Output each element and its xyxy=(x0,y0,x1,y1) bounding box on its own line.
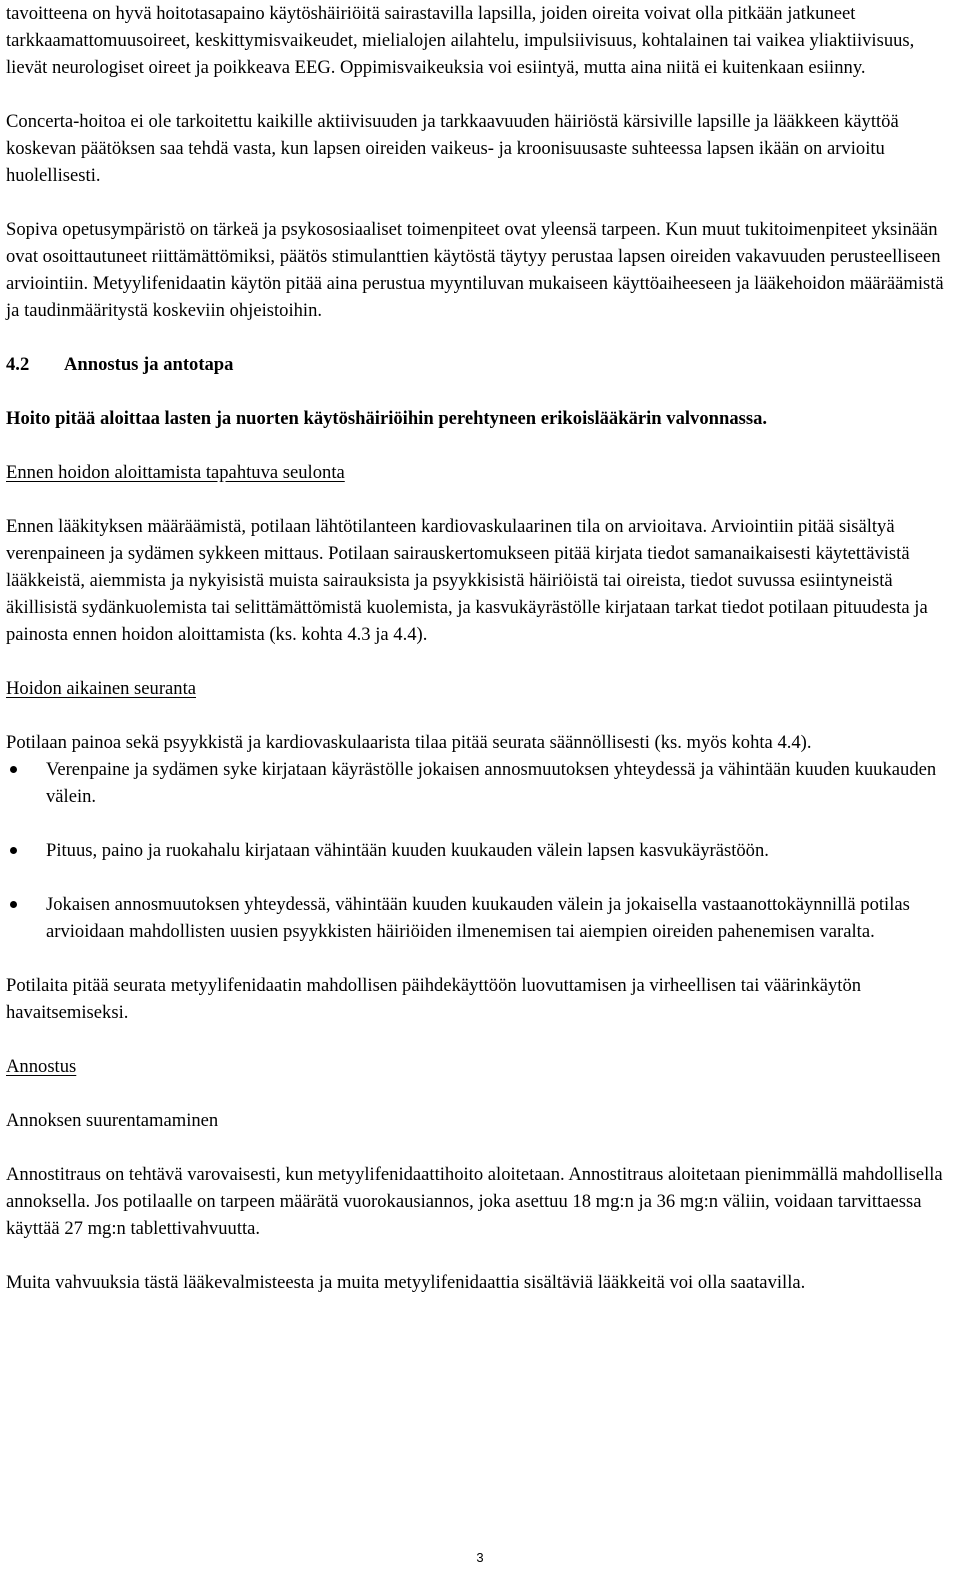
paragraph-monitoring: Potilaan painoa sekä psyykkistä ja kardiovaskulaarista tilaa pitää seurata säännöllisesti (ks. myös kohta 4.4). xyxy=(6,732,812,753)
paragraph-environment: Sopiva opetusympäristö on tärkeä ja psykososiaaliset toimenpiteet ovat yleensä tarpeen. Kun muut tukitoimenpiteet yksinään ovat osoittautuneet riittämättömiksi, päätös stimulanttien käytöstä täytyy perustaa lapsen oireiden vakavuuden perusteelliseen arviointiin. Metyylifenidaatin käytön pitää aina perustua myyntiluvan mukaiseen käyttöaiheeseen ja lääkehoidon määräämistä ja taudinmääritystä koskeviin ohjeistoihin. xyxy=(6,219,944,321)
paragraph-concerta: Concerta-hoitoa ei ole tarkoitettu kaikille aktiivisuuden ja tarkkaavuuden häiriöstä kärsiville lapsille ja lääkkeen käyttöä koskevan päätöksen saa tehdä vasta, kun lapsen oireiden vaikeus- ja kroonisuusaste suhteessa lapsen ikään on arvioitu huolellisesti. xyxy=(6,111,899,186)
subheading-dose-increase: Annoksen suurentamaminen xyxy=(6,1110,219,1131)
list-item xyxy=(6,756,960,810)
list-item-text: Pituus, paino ja ruokahalu kirjataan vähintään kuuden kuukauden välein lapsen kasvukäyrästöön. xyxy=(46,840,769,861)
paragraph-titration: Annostitraus on tehtävä varovaisesti, kun metyylifenidaattihoito aloitetaan. Annostitraus aloitetaan pienimmällä mahdollisella annoksella. Jos potilaalle on tarpeen määrätä vuorokausiannos, joka asettuu 18 mg:n ja 36 mg:n väliin, voidaan tarvittaessa käyttää 27 mg:n tablettivahvuutta. xyxy=(6,1164,943,1239)
paragraph-abuse: Potilaita pitää seurata metyylifenidaatin mahdollisen päihdekäyttöön luovuttamisen ja virheellisen tai väärinkäytön havaitsemiseksi. xyxy=(6,975,862,1023)
section-number: 4.2 xyxy=(6,354,30,375)
list-item-text: Verenpaine ja sydämen syke kirjataan käyrästölle jokaisen annosmuutoksen yhteydessä ja vähintään kuuden kuukauden välein. xyxy=(46,759,937,807)
list-item xyxy=(6,891,960,945)
paragraph-intro: tavoitteena on hyvä hoitotasapaino käytöshäiriöitä sairastavilla lapsilla, joiden oireita voivat olla pitkään jatkuneet tarkkaamattomuusoireet, keskittymisvaikeudet, mielialojen ailahtelu, impulsiivisuus, kohtalainen tai vaikea yliaktiivisuus, lievät neurologiset oireet ja poikkeava EEG. Oppimisvaikeuksia voi esiintyä, mutta aina niitä ei kuitenkaan esiinny. xyxy=(6,3,915,78)
paragraph-other-strengths: Muita vahvuuksia tästä lääkevalmisteesta ja muita metyylifenidaattia sisältäviä lääkkeitä voi olla saatavilla. xyxy=(6,1272,806,1293)
section-heading xyxy=(6,351,960,378)
section-title: Annostus ja antotapa xyxy=(64,354,234,375)
document-page xyxy=(6,0,960,1296)
list-item xyxy=(6,837,960,864)
heading-monitoring: Hoidon aikainen seuranta xyxy=(6,678,197,699)
monitoring-bullet-list xyxy=(6,756,960,945)
page-number: 3 xyxy=(476,1550,484,1565)
heading-screening: Ennen hoidon aloittamista tapahtuva seulonta xyxy=(6,462,345,483)
list-item-text: Jokaisen annosmuutoksen yhteydessä, vähintään kuuden kuukauden välein ja jokaisella vastaanottokäynnillä potilas arvioidaan mahdollisten uusien psyykkisten häiriöiden ilmenemisen tai aiempien oireiden pahenemisen varalta. xyxy=(46,894,910,942)
paragraph-screening: Ennen lääkityksen määräämistä, potilaan lähtötilanteen kardiovaskulaarinen tila on arvioitava. Arviointiin pitää sisältyä verenpaineen ja sydämen sykkeen mittaus. Potilaan sairauskertomukseen pitää kirjata tiedot samanaikaisesti käytettävistä lääkkeistä, aiemmista ja nykyisistä muista sairauksista ja psyykkisistä häiriöistä tai oireista, tiedot suvussa esiintyneistä äkillisistä sydänkuolemista tai selittämättömistä kuolemista, ja kasvukäyrästölle kirjataan tarkat tiedot potilaan pituudesta ja painosta ennen hoidon aloittamista (ks. kohta 4.3 ja 4.4). xyxy=(6,516,928,645)
bullet-icon xyxy=(10,901,17,908)
bold-statement: Hoito pitää aloittaa lasten ja nuorten käytöshäiriöihin perehtyneen erikoislääkärin valvonnassa. xyxy=(6,408,768,429)
bullet-icon xyxy=(10,847,17,854)
heading-dosage: Annostus xyxy=(6,1056,77,1077)
bullet-icon xyxy=(10,766,17,773)
